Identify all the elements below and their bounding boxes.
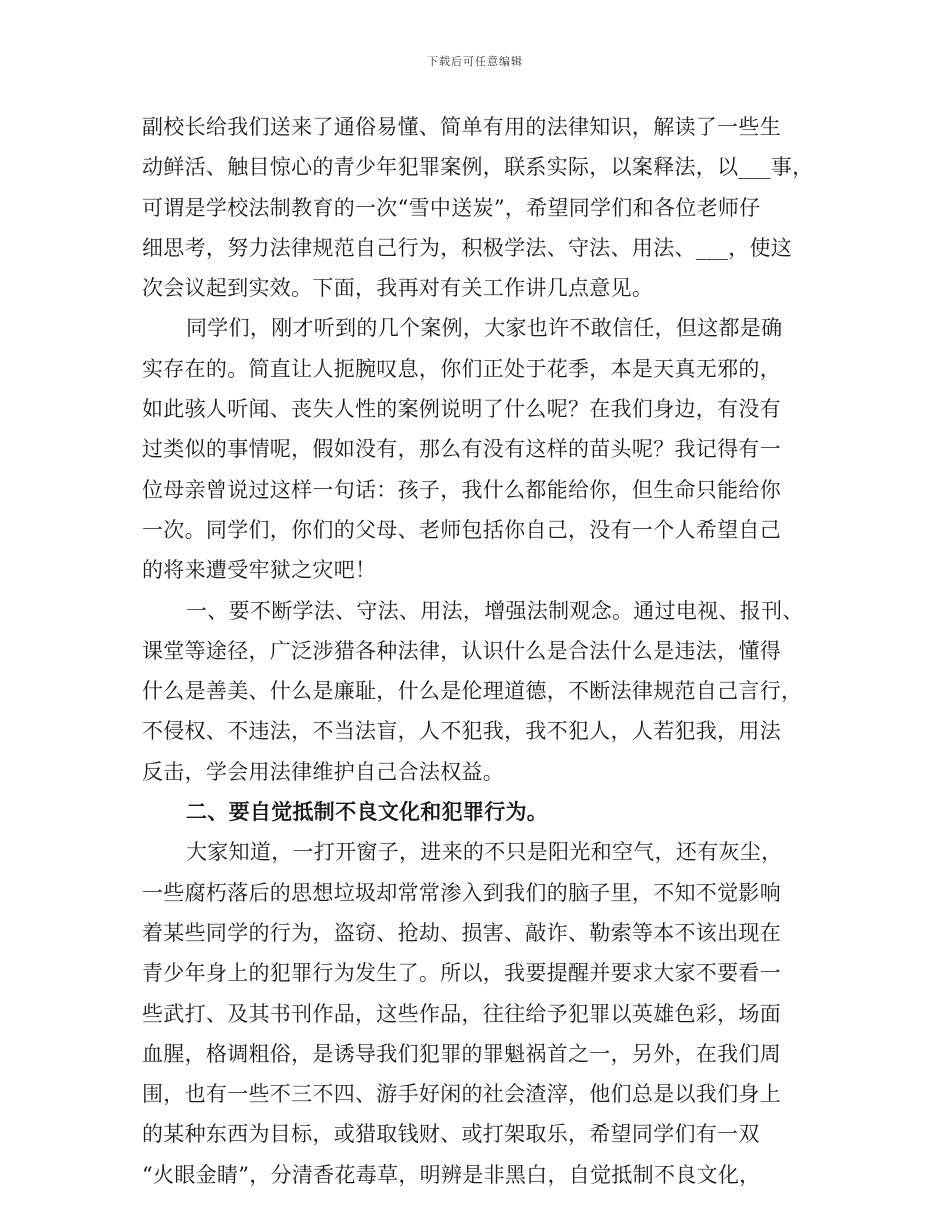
text-line: 反击，学会用法律维护自己合法权益。 — [142, 759, 505, 784]
paragraph-start-line: 同学们，刚才听到的几个案例，大家也许不敢信任，但这都是确 — [186, 316, 783, 341]
text-line: 动鲜活、触目惊心的青少年犯罪案例，联系实际，以案释法，以___事， — [142, 155, 814, 180]
text-line: 课堂等途径，广泛涉猎各种法律，认识什么是合法什么是违法，懂得 — [142, 638, 781, 663]
text-line: 次会议起到实效。下面，我再对有关工作讲几点意见。 — [142, 276, 654, 301]
text-line: 副校长给我们送来了通俗易懂、简单有用的法律知识，解读了一些生 — [142, 115, 781, 139]
text-line: 如此骇人听闻、丧失人性的案例说明了什么呢？在我们身边，有没有 — [142, 397, 781, 422]
document-body — [142, 107, 832, 1195]
text-line: 围，也有一些不三不四、游手好闲的社会渣滓，他们总是以我们身上 — [142, 1082, 781, 1107]
text-line: 着某些同学的行为，盗窃、抢劫、损害、敲诈、勒索等本不该出现在 — [142, 920, 781, 945]
text-line: 一些腐朽落后的思想垃圾却常常渗入到我们的脑子里，不知不觉影响 — [142, 880, 781, 905]
text-line: 的某种东西为目标，或猎取钱财、或打架取乐，希望同学们有一双 — [142, 1122, 760, 1147]
text-line: 一次。同学们，你们的父母、老师包括你自己，没有一个人希望自己 — [142, 517, 781, 542]
text-line: 什么是善美、什么是廉耻，什么是伦理道德，不断法律规范自己言行， — [142, 679, 803, 704]
section-heading: 二、要自觉抵制不良文化和犯罪行为。 — [186, 799, 549, 825]
text-line: 青少年身上的犯罪行为发生了。所以，我要提醒并要求大家不要看一 — [142, 961, 781, 986]
text-line: 些武打、及其书刊作品，这些作品，往往给予犯罪以英雄色彩，场面 — [142, 1001, 781, 1026]
text-line: 血腥，格调粗俗，是诱导我们犯罪的罪魁祸首之一，另外，在我们周 — [142, 1041, 781, 1066]
text-line: 位母亲曾说过这样一句话：孩子，我什么都能给你，但生命只能给你 — [142, 477, 781, 502]
text-line: 实存在的。简直让人扼腕叹息，你们正处于花季，本是天真无邪的， — [142, 356, 781, 381]
text-line: “火眼金睛”，分清香花毒草，明辨是非黑白，自觉抵制不良文化， — [142, 1162, 761, 1187]
text-line: 的将来遭受牢狱之灾吧！ — [142, 558, 377, 583]
text-line: 不侵权、不违法，不当法盲，人不犯我，我不犯人，人若犯我，用法 — [142, 719, 781, 744]
paragraph-start-line: 大家知道，一打开窗子，进来的不只是阳光和空气，还有灰尘， — [186, 840, 783, 865]
text-line: 细思考，努力法律规范自己行为，积极学法、守法、用法、___，使这 — [142, 235, 793, 260]
text-line: 可谓是学校法制教育的一次“雪中送炭”，希望同学们和各位老师仔 — [142, 195, 761, 220]
page-header: 下载后可任意编辑 — [427, 55, 523, 68]
paragraph-start-line: 一、要不断学法、守法、用法，增强法制观念。通过电视、报刊、 — [186, 598, 804, 623]
text-line: 过类似的事情呢，假如没有，那么有没有这样的苗头呢？我记得有一 — [142, 437, 781, 462]
